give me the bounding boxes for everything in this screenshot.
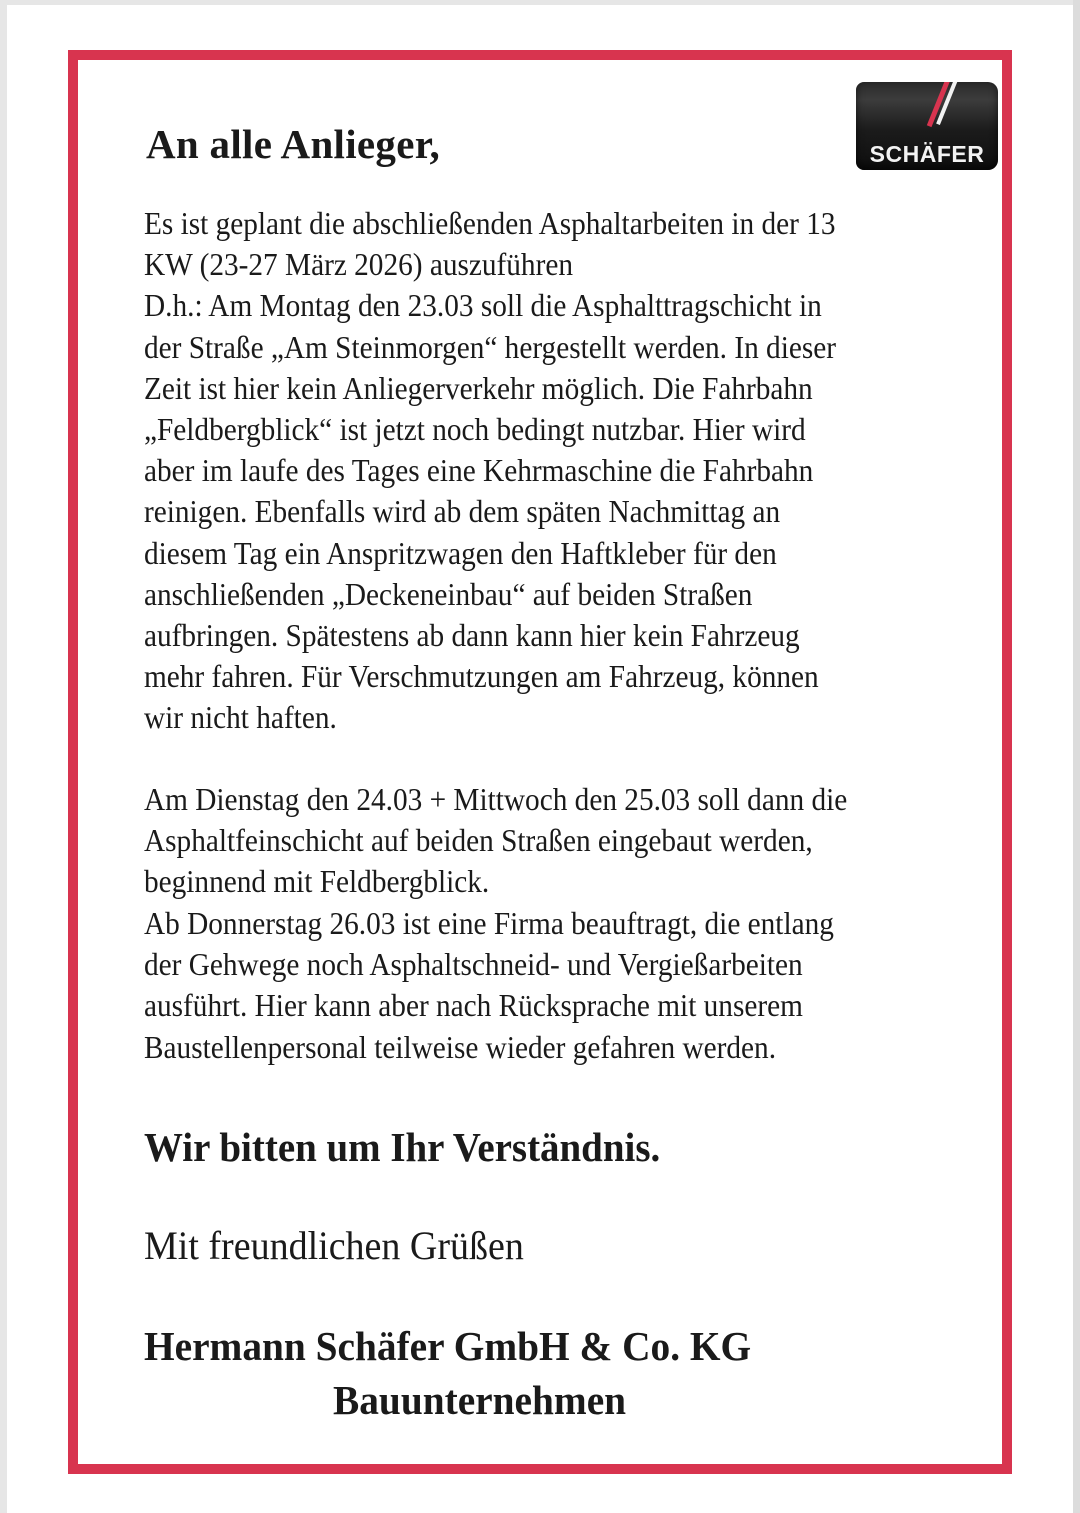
text-line: Asphaltfeinschicht auf beiden Straßen eingebaut werden, [144, 823, 813, 859]
text-line: der Straße „Am Steinmorgen“ hergestellt werden. In dieser [144, 329, 837, 365]
company-subtitle: Bauunternehmen [333, 1377, 627, 1423]
regards-line: Mit freundlichen Grüßen [144, 1223, 524, 1268]
text-line: Baustellenpersonal teilweise wieder gefahren werden. [144, 1029, 777, 1065]
text-line: wir nicht haften. [144, 700, 337, 736]
text-line: anschließenden „Deckeneinbau“ auf beiden Straßen [144, 576, 753, 612]
paragraph-schedule-thursday [144, 903, 834, 1068]
text-line: aber im laufe des Tages eine Kehrmaschine die Fahrbahn [144, 453, 814, 489]
closing-statement: Wir bitten um Ihr Verständnis. [144, 1124, 661, 1170]
viewer-edge [1073, 0, 1080, 1513]
text-line: mehr fahren. Für Verschmutzungen am Fahrzeug, können [144, 659, 819, 695]
text-line: D.h.: Am Montag den 23.03 soll die Asphalttragschicht in [144, 288, 822, 324]
text-line: Ab Donnerstag 26.03 ist eine Firma beauftragt, die entlang [144, 906, 834, 941]
text-line: Am Dienstag den 24.03 + Mittwoch den 25.03 soll dann die [144, 782, 848, 817]
text-line: „Feldbergblick“ ist jetzt noch bedingt nutzbar. Hier wird [144, 412, 806, 448]
schaefer-logo-icon [856, 82, 998, 170]
logo-text: SCHÄFER [869, 141, 985, 167]
greeting-heading: An alle Anlieger, [146, 121, 441, 167]
text-line: der Gehwege noch Asphaltschneid- und Vergießarbeiten [144, 947, 803, 983]
text-line: Zeit ist hier kein Anliegerverkehr möglich. Die Fahrbahn [144, 370, 813, 406]
paragraph-schedule-monday [144, 203, 836, 739]
text-line: ausführt. Hier kann aber nach Rücksprache mit unserem [144, 988, 803, 1024]
text-line: KW (23-27 März 2026) auszuführen [144, 247, 573, 283]
text-line: Es ist geplant die abschließenden Asphaltarbeiten in der 13 [144, 206, 836, 241]
company-name: Hermann Schäfer GmbH & Co. KG [144, 1323, 752, 1369]
text-line: reinigen. Ebenfalls wird ab dem späten Nachmittag an [144, 494, 781, 530]
text-line: aufbringen. Spätestens ab dann kann hier kein Fahrzeug [144, 618, 800, 654]
text-line: diesem Tag ein Anspritzwagen den Haftkleber für den [144, 535, 777, 571]
text-line: beginnend mit Feldbergblick. [144, 864, 490, 900]
paragraph-schedule-tue-wed [144, 779, 847, 903]
